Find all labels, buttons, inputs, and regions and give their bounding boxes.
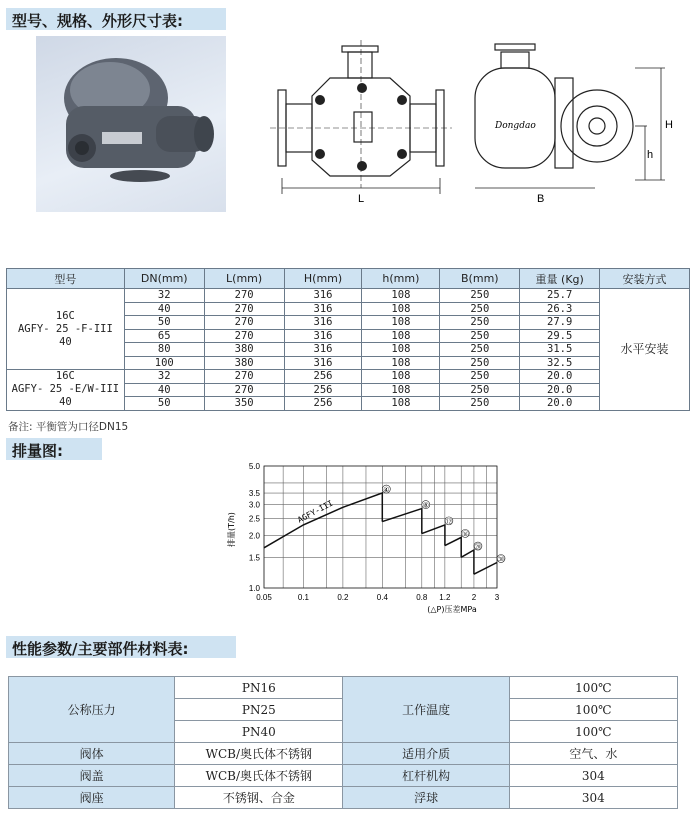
- header-h: h(mm): [362, 269, 440, 289]
- spec-table: [6, 268, 690, 411]
- y-axis-label: 排量(T/h): [227, 512, 236, 547]
- series-line: [445, 537, 461, 557]
- x-tick-label: 0.8: [416, 593, 428, 602]
- flow-chart: [222, 456, 522, 628]
- spec-cell: 32.5: [520, 356, 600, 370]
- spec-cell: 316: [284, 329, 362, 343]
- spec-cell: 256: [284, 370, 362, 384]
- spec-cell: 316: [284, 356, 362, 370]
- material-row: [9, 677, 678, 699]
- spec-cell: 270: [204, 383, 284, 397]
- material-label: 阀盖: [9, 765, 175, 787]
- header-b: B(mm): [440, 269, 520, 289]
- dimension-L-label: L: [358, 193, 365, 205]
- model-line: 40: [59, 396, 72, 409]
- spec-cell: 250: [440, 289, 520, 303]
- spec-cell: 31.5: [520, 343, 600, 357]
- spec-cell: 250: [440, 302, 520, 316]
- spec-cell: 25.7: [520, 289, 600, 303]
- material-table: [8, 676, 678, 809]
- dimension-H-label: H: [665, 119, 673, 131]
- spec-cell: 27.9: [520, 316, 600, 330]
- material-value: PN40: [175, 721, 343, 743]
- spec-cell: 108: [362, 370, 440, 384]
- material-row: [9, 787, 678, 809]
- model-cell: [7, 289, 125, 370]
- spec-cell: 250: [440, 343, 520, 357]
- x-axis-label: (△P)压差MPa: [427, 605, 477, 614]
- spec-cell: 20.0: [520, 397, 600, 411]
- dimension-B-label: B: [537, 193, 545, 205]
- marker-label: ㉚: [497, 555, 505, 564]
- spec-cell: 50: [124, 397, 204, 411]
- spec-cell: 270: [204, 316, 284, 330]
- spec-cell: 108: [362, 343, 440, 357]
- front-view-drawing: [270, 38, 460, 212]
- marker-label: ⑫: [445, 517, 453, 526]
- spec-cell: 250: [440, 383, 520, 397]
- model-line: 16C: [55, 370, 75, 383]
- header-H: H(mm): [284, 269, 362, 289]
- material-value: 空气、水: [509, 743, 677, 765]
- spec-cell: 250: [440, 370, 520, 384]
- spec-cell: 316: [284, 302, 362, 316]
- side-view-drawing: [465, 38, 685, 212]
- y-tick-label: 2.0: [248, 531, 260, 541]
- material-label: 适用介质: [343, 743, 509, 765]
- x-tick-label: 2: [471, 593, 477, 602]
- spec-cell: 32: [124, 370, 204, 384]
- table-note: 备注: 平衡管为口径DN15: [8, 421, 129, 433]
- material-value: PN25: [175, 699, 343, 721]
- x-tick-label: 0.1: [297, 593, 310, 602]
- product-photo: [36, 36, 226, 212]
- spec-cell: 250: [440, 316, 520, 330]
- material-value: 304: [509, 787, 677, 809]
- spec-cell: 380: [204, 343, 284, 357]
- dimension-h-label: h: [647, 149, 654, 161]
- spec-header-row: [7, 269, 690, 289]
- material-value: 不锈钢、合金: [175, 787, 343, 809]
- spec-row: [7, 370, 690, 384]
- spec-cell: 316: [284, 316, 362, 330]
- model-line: 16C: [55, 309, 75, 322]
- material-value: WCB/奥氏体不锈钢: [175, 765, 343, 787]
- spec-cell: 20.0: [520, 370, 600, 384]
- material-value: 304: [509, 765, 677, 787]
- spec-cell: 108: [362, 302, 440, 316]
- marker-label: ⑯: [461, 530, 469, 539]
- header-dn: DN(mm): [124, 269, 204, 289]
- material-value: PN16: [175, 677, 343, 699]
- y-tick-label: 3.5: [248, 489, 260, 499]
- material-row: [9, 765, 678, 787]
- material-label: 阀体: [9, 743, 175, 765]
- series-line: [474, 563, 497, 575]
- spec-cell: 40: [124, 383, 204, 397]
- header-weight: 重量 (Kg): [520, 269, 600, 289]
- series-line: [461, 550, 474, 574]
- spec-cell: 100: [124, 356, 204, 370]
- y-tick-label: 1.5: [248, 553, 260, 563]
- x-tick-label: 0.2: [337, 593, 349, 602]
- spec-cell: 40: [124, 302, 204, 316]
- brand-mark: Dongdao: [495, 121, 536, 131]
- x-tick-label: 0.4: [376, 593, 388, 602]
- spec-cell: 316: [284, 289, 362, 303]
- spec-cell: 108: [362, 316, 440, 330]
- y-tick-label: 3.0: [248, 500, 260, 510]
- model-cell: [7, 370, 125, 411]
- section-title-spec: 型号、规格、外形尺寸表:: [6, 8, 226, 30]
- series-line: [382, 509, 422, 534]
- curve-label: AGFY-III: [296, 498, 335, 525]
- spec-cell: 270: [204, 302, 284, 316]
- section-title-chart: 排量图:: [6, 438, 102, 460]
- spec-cell: 380: [204, 356, 284, 370]
- spec-cell: 250: [440, 356, 520, 370]
- x-tick-label: 3: [494, 593, 500, 602]
- spec-cell: 108: [362, 383, 440, 397]
- spec-cell: 26.3: [520, 302, 600, 316]
- material-label: 阀座: [9, 787, 175, 809]
- spec-cell: 270: [204, 370, 284, 384]
- spec-row: [7, 289, 690, 303]
- material-label: 浮球: [343, 787, 509, 809]
- material-value: 100℃: [509, 677, 677, 699]
- header-model: 型号: [7, 269, 125, 289]
- spec-cell: 250: [440, 397, 520, 411]
- material-value: 100℃: [509, 721, 677, 743]
- spec-cell: 256: [284, 397, 362, 411]
- spec-cell: 350: [204, 397, 284, 411]
- spec-cell: 29.5: [520, 329, 600, 343]
- material-label: 工作温度: [343, 677, 509, 743]
- spec-cell: 108: [362, 329, 440, 343]
- spec-cell: 250: [440, 329, 520, 343]
- material-label: 杠杆机构: [343, 765, 509, 787]
- spec-cell: 20.0: [520, 383, 600, 397]
- spec-cell: 65: [124, 329, 204, 343]
- y-tick-label: 1.0: [248, 584, 260, 593]
- spec-cell: 270: [204, 329, 284, 343]
- material-row: [9, 743, 678, 765]
- section-title-materials: 性能参数/主要部件材料表:: [6, 636, 236, 658]
- mount-cell: 水平安装: [600, 289, 690, 411]
- model-line: AGFY- 25 -F-III: [17, 322, 113, 335]
- material-value: WCB/奥氏体不锈钢: [175, 743, 343, 765]
- marker-label: ⑧: [422, 501, 429, 510]
- y-tick-label: 2.5: [248, 514, 260, 524]
- spec-cell: 108: [362, 289, 440, 303]
- spec-cell: 108: [362, 356, 440, 370]
- header-l: L(mm): [204, 269, 284, 289]
- material-value: 100℃: [509, 699, 677, 721]
- marker-label: ⑳: [474, 543, 482, 552]
- spec-cell: 108: [362, 397, 440, 411]
- spec-cell: 50: [124, 316, 204, 330]
- spec-cell: 32: [124, 289, 204, 303]
- material-label: 公称压力: [9, 677, 175, 743]
- header-mount: 安装方式: [600, 269, 690, 289]
- model-line: 40: [59, 335, 72, 348]
- spec-cell: 256: [284, 383, 362, 397]
- marker-label: ④: [383, 486, 390, 495]
- x-tick-label: 1.2: [439, 593, 451, 602]
- spec-cell: 270: [204, 289, 284, 303]
- spec-cell: 316: [284, 343, 362, 357]
- y-tick-label: 5.0: [248, 462, 260, 471]
- spec-cell: 80: [124, 343, 204, 357]
- x-tick-label: 0.05: [256, 593, 272, 602]
- model-line: AGFY- 25 -E/W-III: [11, 383, 120, 396]
